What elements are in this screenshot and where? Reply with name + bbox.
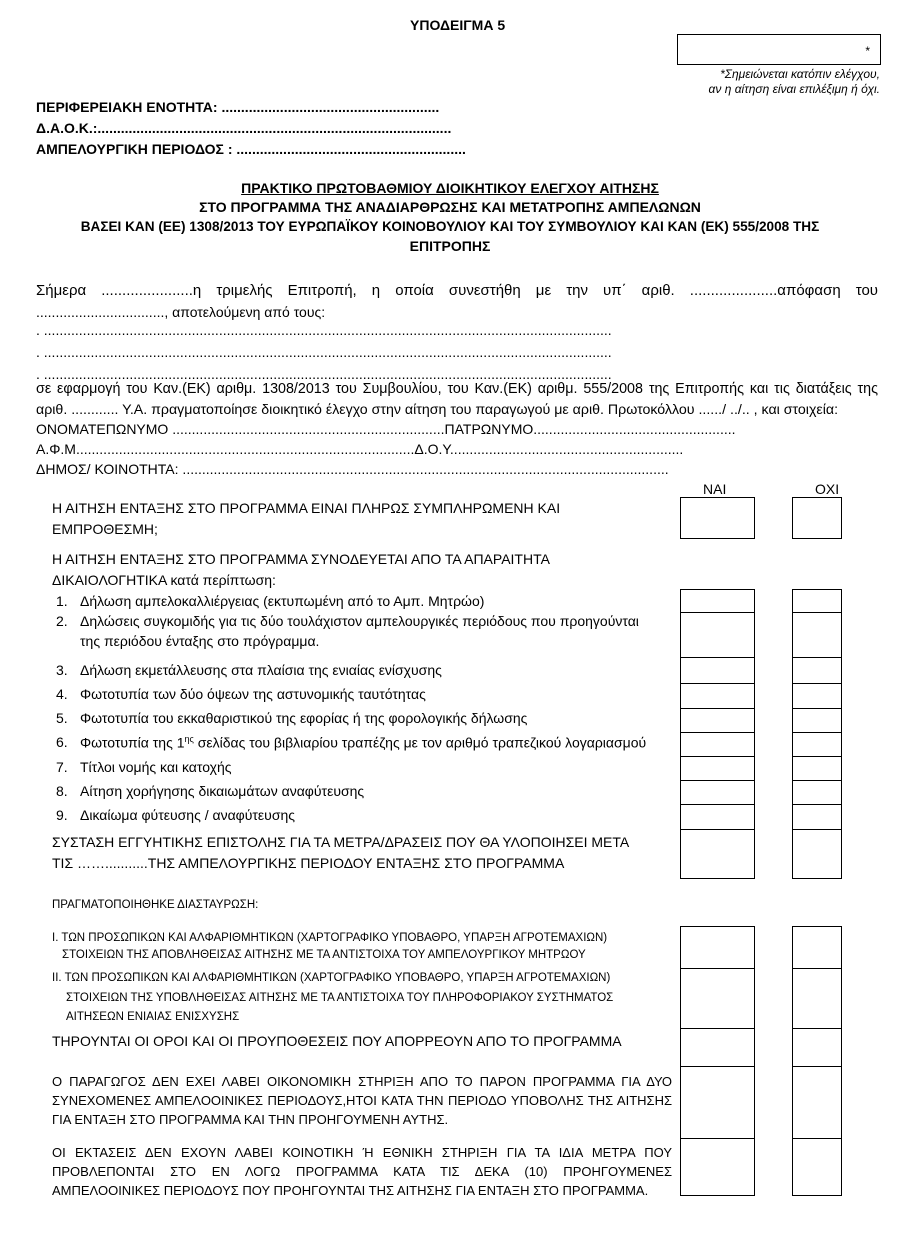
- region-field[interactable]: ΠΕΡΙΦΕΡΕΙΑΚΗ ΕΝΟΤΗΤΑ: ........................................................: [36, 99, 440, 115]
- row-divider: [680, 829, 755, 830]
- period-field[interactable]: ΑΜΠΕΛΟΥΡΓΙΚΗ ΠΕΡΙΟΔΟΣ : ...........................................................: [36, 141, 466, 157]
- row-divider: [792, 780, 842, 781]
- row-divider: [680, 1138, 755, 1139]
- cross2-line3: ΑΙΤΗΣΕΩΝ ΕΝΙΑΙΑΣ ΕΝΙΣΧΥΣΗΣ: [66, 1011, 240, 1023]
- row-divider: [680, 708, 755, 709]
- name-line[interactable]: ΟΝΟΜΑΤΕΠΩΝΥΜΟ ......................................................................ΠΑΤΡΩΝΥΜΟ....................................................: [36, 421, 736, 437]
- doc-item-1-text: Δήλωση αμπελοκαλλιέργειας (εκτυπωμένη από το Αμπ. Μητρώο): [80, 593, 485, 609]
- doc-item-1-num: 1.: [56, 593, 68, 609]
- eligibility-check-box[interactable]: [677, 34, 881, 65]
- q2-line2: ΔΙΚΑΙΟΛΟΓΗΤΙΚΑ κατά περίπτωση:: [52, 572, 276, 588]
- doc-item-8-num: 8.: [56, 783, 68, 799]
- documents-yes-column: [680, 589, 755, 879]
- municipality-line[interactable]: ΔΗΜΟΣ/ ΚΟΙΝΟΤΗΤΑ: .............................................................................................................................: [36, 461, 669, 477]
- doc-item-9-num: 9.: [56, 807, 68, 823]
- q1-line1: Η ΑΙΤΗΣΗ ΕΝΤΑΞΗΣ ΣΤΟ ΠΡΟΓΡΑΜΜΑ ΕΙΝΑΙ ΠΛΗΡΩΣ ΣΥΜΠΛΗΡΩΜΕΝΗ ΚΑΙ: [52, 500, 561, 516]
- doc-item-9-text: Δικαίωμα φύτευσης / αναφύτευσης: [80, 807, 296, 823]
- doc-item-5-num: 5.: [56, 710, 68, 726]
- row-divider: [792, 1066, 842, 1067]
- doc-item-8-text: Αίτηση χορήγησης δικαιωμάτων αναφύτευσης: [80, 783, 365, 799]
- yes-column-header: ΝΑΙ: [703, 481, 727, 497]
- doc-item-6-text: [80, 734, 646, 751]
- row-divider: [792, 804, 842, 805]
- para1-line1: Σήμερα ......................η τριμελής Επιτροπή, η οποία συνεστήθη με την υπ΄ αριθ. .....................απόφαση του: [36, 282, 878, 299]
- doc-item-3-num: 3.: [56, 662, 68, 678]
- doc-item-5-text: Φωτοτυπία του εκκαθαριστικού της εφορίας ή της φορολογικής δήλωσης: [80, 710, 528, 726]
- row-divider: [680, 732, 755, 733]
- q2-line1: Η ΑΙΤΗΣΗ ΕΝΤΑΞΗΣ ΣΤΟ ΠΡΟΓΡΑΜΜΑ ΣΥΝΟΔΕΥΕΤΑΙ ΑΠΟ ΤΑ ΑΠΑΡΑΙΤΗΤΑ: [52, 551, 550, 567]
- member-line-3[interactable]: . ..................................................................................................................................................: [36, 366, 612, 382]
- title-line-3: ΒΑΣΕΙ ΚΑΝ (ΕΕ) 1308/2013 ΤΟΥ ΕΥΡΩΠΑΪΚΟΥ ΚΟΙΝΟΒΟΥΛΙΟΥ ΚΑΙ ΤΟΥ ΣΥΜΒΟΥΛΙΟΥ ΚΑΙ ΚΑΝ (ΕΚ) 555/2008 ΤΗΣ: [80, 219, 820, 234]
- q5-text: Ο ΠΑΡΑΓΩΓΟΣ ΔΕΝ ΕΧΕΙ ΛΑΒΕΙ ΟΙΚΟΝΟΜΙΚΗ ΣΤΗΡΙΞΗ ΑΠΟ ΤΟ ΠΑΡΟΝ ΠΡΟΓΡΑΜΜΑ ΓΙΑ ΔΥΟ ΣΥΝΕΧΟΜΕΝΕΣ ΑΜΠΕΛΟΟΙΝΙΚΕΣ ΠΕΡΙΟΔΟΥΣ,ΗΤΟΙ ΚΑΤΑ ΤΗΝ ΠΕΡΙΟΔΟ ΥΠΟΒΟΛΗΣ ΤΗΣ ΑΙΤΗΣΗΣ ΓΙΑ ΕΝΤΑΞΗ ΣΤΟ ΠΡΟΓΡΑΜΜΑ ΚΑΙ ΤΗΝ ΠΡΟΗΓΟΥΜΕΝΗ ΑΥΤΗΣ.: [52, 1074, 672, 1127]
- row-divider: [680, 804, 755, 805]
- para2-line2: αριθ. ............ Υ.Α. πραγματοποίησε διοικητικό έλεγχο στην αίτηση του παραγωγού με αριθ. Πρωτοκόλλου ....../ ../.. , και στοιχεία:: [36, 402, 839, 418]
- doc-item-6-num: 6.: [56, 734, 68, 750]
- q3-line2: ΤΙΣ ……...........ΤΗΣ ΑΜΠΕΛΟΥΡΓΙΚΗΣ ΠΕΡΙΟΔΟΥ ΕΝΤΑΞΗΣ ΣΤΟ ΠΡΟΓΡΑΜΜΑ: [52, 855, 565, 871]
- model-label: ΥΠΟΔΕΙΓΜΑ 5: [410, 17, 506, 33]
- doc-item-4-text: Φωτοτυπία των δύο όψεων της αστυνομικής ταυτότητας: [80, 686, 426, 702]
- para1-line2: ................................., αποτελούμενη από τους:: [36, 304, 326, 320]
- doc-item-3-text: Δήλωση εκμετάλλευσης στα πλαίσια της ενιαίας ενίσχυσης: [80, 662, 442, 678]
- cross2-line2: ΣΤΟΙΧΕΙΩΝ ΤΗΣ ΥΠΟΒΛΗΘΕΙΣΑΣ ΑΙΤΗΣΗΣ ΜΕ ΤΑ ΑΝΤΙΣΤΟΙΧΑ ΤΟΥ ΠΛΗΡΟΦΟΡΙΑΚΟΥ ΣΥΣΤΗΜΑΤΟΣ: [66, 992, 614, 1004]
- check-note-1: *Σημειώνεται κατόπιν ελέγχου,: [720, 67, 880, 81]
- row-divider: [680, 612, 755, 613]
- row-divider: [680, 683, 755, 684]
- afm-line[interactable]: Α.Φ.Μ.......................................................................................Δ.Ο.Υ............................................................: [36, 441, 684, 457]
- row-divider: [792, 1028, 842, 1029]
- doc-item-6-text-a: Φωτοτυπία της 1: [80, 734, 185, 751]
- member-line-2[interactable]: . ..................................................................................................................................................: [36, 344, 612, 360]
- cross1-line2: ΣΤΟΙΧΕΙΩΝ ΤΗΣ ΑΠΟΒΛΗΘΕΙΣΑΣ ΑΙΤΗΣΗΣ ΜΕ ΤΑ ΑΝΤΙΣΤΟΙΧΑ ΤΟΥ ΑΜΠΕΛΟΥΡΓΙΚΟΥ ΜΗΤΡΩΟΥ: [62, 949, 586, 961]
- title-line-2: ΣΤΟ ΠΡΟΓΡΑΜΜΑ ΤΗΣ ΑΝΑΔΙΑΡΘΡΩΣΗΣ ΚΑΙ ΜΕΤΑΤΡΟΠΗΣ ΑΜΠΕΛΩΝΩΝ: [199, 199, 701, 215]
- row-divider: [680, 657, 755, 658]
- q1-yes-box[interactable]: [680, 497, 755, 539]
- cross-no-column: [792, 926, 842, 1196]
- doc-item-7-num: 7.: [56, 759, 68, 775]
- no-column-header: ΟΧΙ: [815, 481, 840, 497]
- row-divider: [792, 1138, 842, 1139]
- doc-item-2-text: Δηλώσεις συγκομιδής για τις δύο τουλάχιστον αμπελουργικές περιόδους που προηγούνται: [80, 613, 639, 629]
- row-divider: [792, 829, 842, 830]
- row-divider: [792, 612, 842, 613]
- row-divider: [792, 708, 842, 709]
- q4-text: ΤΗΡΟΥΝΤΑΙ ΟΙ ΟΡΟΙ ΚΑΙ ΟΙ ΠΡΟΥΠΟΘΕΣΕΙΣ ΠΟΥ ΑΠΟΡΡΕΟΥΝ ΑΠΟ ΤΟ ΠΡΟΓΡΑΜΜΑ: [52, 1033, 622, 1049]
- row-divider: [680, 968, 755, 969]
- row-divider: [792, 657, 842, 658]
- doc-item-4-num: 4.: [56, 686, 68, 702]
- cross-yes-column: [680, 926, 755, 1196]
- row-divider: [792, 732, 842, 733]
- row-divider: [792, 756, 842, 757]
- member-line-1[interactable]: . ..................................................................................................................................................: [36, 322, 612, 338]
- row-divider: [680, 756, 755, 757]
- q1-line2: ΕΜΠΡΟΘΕΣΜΗ;: [52, 521, 158, 537]
- q1-no-box[interactable]: [792, 497, 842, 539]
- title-line-4: ΕΠΙΤΡΟΠΗΣ: [409, 238, 491, 254]
- documents-no-column: [792, 589, 842, 879]
- title-line-1: ΠΡΑΚΤΙΚΟ ΠΡΩΤΟΒΑΘΜΙΟΥ ΔΙΟΙΚΗΤΙΚΟΥ ΕΛΕΓΧΟΥ ΑΙΤΗΣΗΣ: [241, 180, 659, 196]
- check-box-mark: *: [865, 44, 870, 58]
- cross1-line1: Ι. ΤΩΝ ΠΡΟΣΩΠΙΚΩΝ ΚΑΙ ΑΛΦΑΡΙΘΜΗΤΙΚΩΝ (ΧΑΡΤΟΓΡΑΦΙΚΟ ΥΠΟΒΑΘΡΟ, ΥΠΑΡΞΗ ΑΓΡΟΤΕΜΑΧΙΩΝ): [52, 932, 608, 944]
- row-divider: [680, 1028, 755, 1029]
- row-divider: [792, 683, 842, 684]
- doc-item-7-text: Τίτλοι νομής και κατοχής: [80, 759, 232, 775]
- doc-item-2-num: 2.: [56, 613, 68, 629]
- daok-field[interactable]: Δ.Α.Ο.Κ.:...........................................................................................: [36, 120, 452, 136]
- check-note-2: αν η αίτηση είναι επιλέξιμη ή όχι.: [708, 82, 880, 96]
- q6-text: ΟΙ ΕΚΤΑΣΕΙΣ ΔΕΝ ΕΧΟΥΝ ΛΑΒΕΙ ΚΟΙΝΟΤΙΚΗ Ή ΕΘΝΙΚΗ ΣΤΗΡΙΞΗ ΓΙΑ ΤΑ ΙΔΙΑ ΜΕΤΡΑ ΠΟΥ ΠΡΟΒΛΕΠΟΝΤΑΙ ΣΤΟ ΕΝ ΛΟΓΩ ΠΡΟΓΡΑΜΜΑ ΚΑΤΑ ΤΙΣ ΔΕΚΑ (10) ΠΡΟΗΓΟΥΜΕΝΕΣ ΑΜΠΕΛΟΟΙΝΙΚΕΣ ΠΕΡΙΟΔΟΥΣ ΠΟΥ ΠΡΟΗΓΟΥΝΤΑΙ ΤΗΣ ΑΙΤΗΣΗΣ ΓΙΑ ΕΝΤΑΞΗ ΣΤΟ ΠΡΟΓΡΑΜΜΑ.: [52, 1145, 672, 1198]
- q3-line1: ΣΥΣΤΑΣΗ ΕΓΓΥΗΤΙΚΗΣ ΕΠΙΣΤΟΛΗΣ ΓΙΑ ΤΑ ΜΕΤΡΑ/ΔΡΑΣΕΙΣ ΠΟΥ ΘΑ ΥΛΟΠΟΙΗΣΕΙ ΜΕΤΑ: [52, 834, 630, 850]
- doc-item-6-sup: ης: [184, 734, 194, 744]
- row-divider: [792, 968, 842, 969]
- row-divider: [680, 1066, 755, 1067]
- row-divider: [680, 780, 755, 781]
- cross-check-title: ΠΡΑΓΜΑΤΟΠΟΙΗΘΗΚΕ ΔΙΑΣΤΑΥΡΩΣΗ:: [52, 899, 259, 911]
- doc-item-2-text-cont: της περιόδου ένταξης στο πρόγραμμα.: [80, 633, 320, 649]
- cross2-line1: ΙΙ. ΤΩΝ ΠΡΟΣΩΠΙΚΩΝ ΚΑΙ ΑΛΦΑΡΙΘΜΗΤΙΚΩΝ (ΧΑΡΤΟΓΡΑΦΙΚΟ ΥΠΟΒΑΘΡΟ, ΥΠΑΡΞΗ ΑΓΡΟΤΕΜΑΧΙΩΝ): [52, 972, 611, 984]
- para2-line1: σε εφαρμογή του Καν.(ΕΚ) αριθμ. 1308/2013 του Συμβουλίου, του Καν.(ΕΚ) αριθμ. 555/2008 της Επιτροπής και τις διατάξεις της: [36, 381, 878, 397]
- doc-item-6-text-b: σελίδας του βιβλιαρίου τραπέζης με τον αριθμό τραπεζικού λογαριασμού: [193, 734, 647, 751]
